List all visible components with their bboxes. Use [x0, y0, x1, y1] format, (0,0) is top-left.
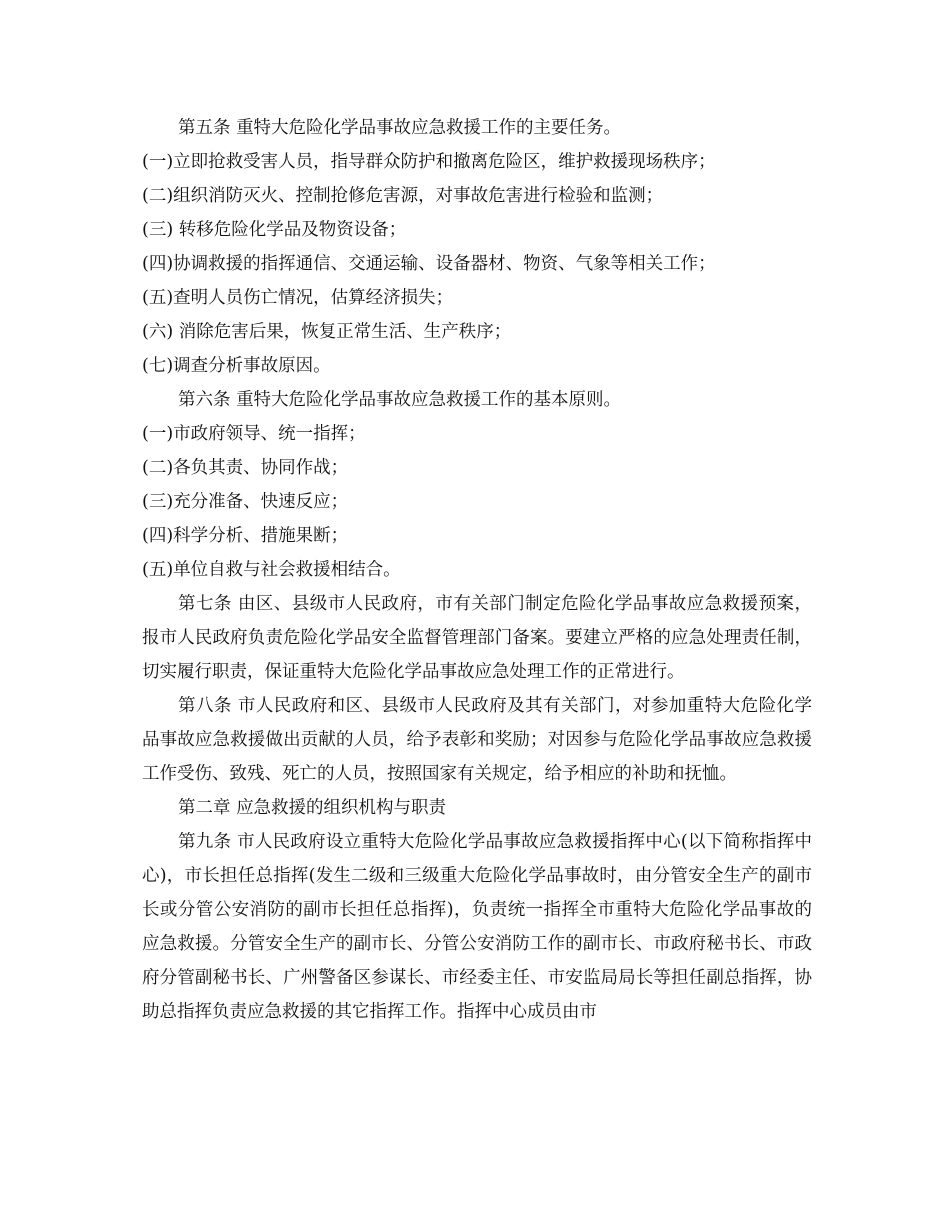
list-item: (七)调查分析事故原因。	[142, 356, 331, 376]
article-9-paragraph: 第九条 市人民政府设立重特大危险化学品事故应急救援指挥中心(以下简称指挥中心)，市长担任总指挥(发生二级和三级重大危险化学品事故时，由分管安全生产的副市长或分管公安消防的副市长担任总指挥)，负责统一指挥全市重特大危险化学品事故的应急救援。分管安全生产的副市长、分管公安消防工作的副市长、市政府秘书长、市政府分管副秘书长、广州警备区参谋长、市经委主任、市安监局局长等担任副总指挥，协助总指挥负责应急救援的其它指挥工作。指挥中心成员由市	[142, 832, 812, 1022]
article-5-heading: 第五条 重特大危险化学品事故应急救援工作的主要任务。	[178, 118, 622, 138]
list-item: (六) 消除危害后果，恢复正常生活、生产秩序；	[142, 322, 512, 342]
list-item: (二)各负其责、协同作战；	[142, 458, 349, 478]
list-item: (四)协调救援的指挥通信、交通运输、设备器材、物资、气象等相关工作；	[142, 254, 716, 274]
list-item: (一)立即抢救受害人员，指导群众防护和撤离危险区，维护救援现场秩序；	[142, 152, 716, 172]
article-7-paragraph: 第七条 由区、县级市人民政府，市有关部门制定危险化学品事故应急救援预案，报市人民政府负责危险化学品安全监督管理部门备案。要建立严格的应急处理责任制，切实履行职责，保证重特大危险化学品事故应急处理工作的正常进行。	[142, 594, 812, 682]
chapter-2-heading: 第二章 应急救援的组织机构与职责	[178, 798, 447, 818]
list-item: (三)充分准备、快速反应；	[142, 492, 349, 512]
article-8-paragraph: 第八条 市人民政府和区、县级市人民政府及其有关部门，对参加重特大危险化学品事故应急救援做出贡献的人员，给予表彰和奖励；对因参与危险化学品事故应急救援工作受伤、致残、死亡的人员，按照国家有关规定，给予相应的补助和抚恤。	[142, 696, 812, 784]
list-item: (三) 转移危险化学品及物资设备；	[142, 220, 407, 240]
list-item: (五)查明人员伤亡情况，估算经济损失；	[142, 288, 454, 308]
document-page	[142, 111, 812, 1029]
list-item: (五)单位自救与社会救援相结合。	[142, 560, 401, 580]
list-item: (一)市政府领导、统一指挥；	[142, 424, 366, 444]
list-item: (四)科学分析、措施果断；	[142, 526, 349, 546]
article-6-heading: 第六条 重特大危险化学品事故应急救援工作的基本原则。	[178, 390, 622, 410]
list-item: (二)组织消防灭火、控制抢修危害源，对事故危害进行检验和监测；	[142, 186, 664, 206]
